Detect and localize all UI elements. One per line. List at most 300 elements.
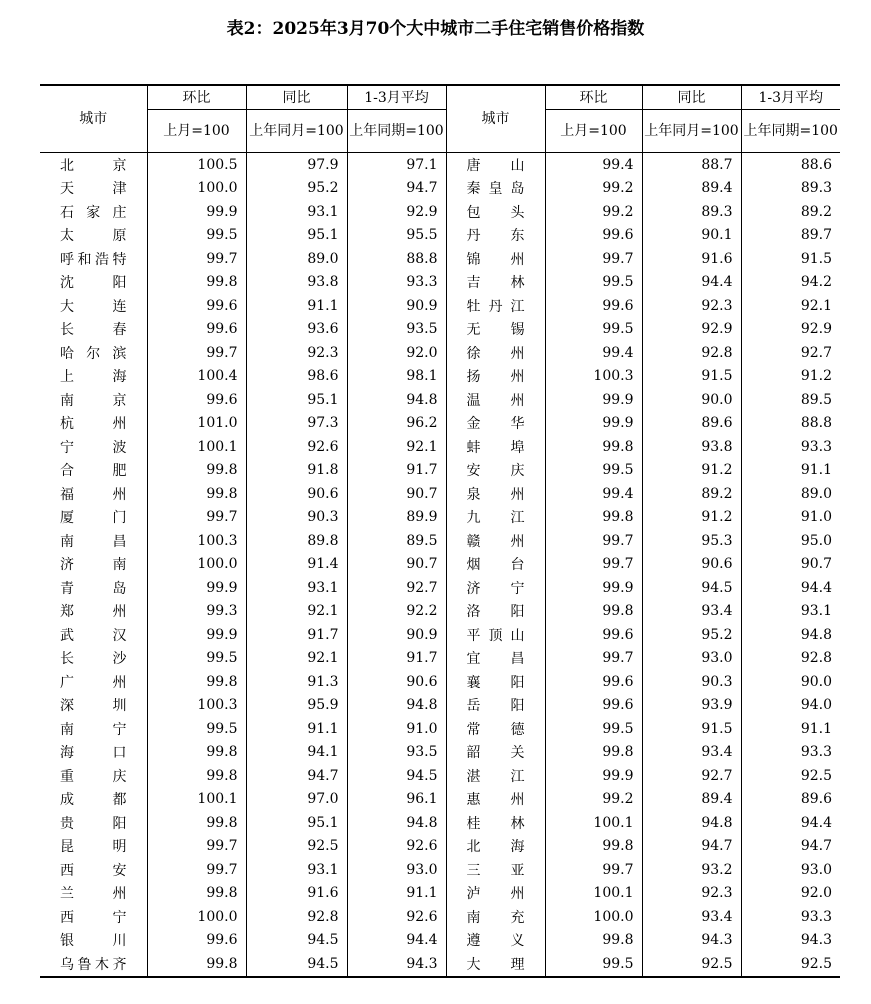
left-yoy-cell: 95.9 bbox=[246, 694, 347, 718]
table-row bbox=[40, 177, 840, 201]
right-yoy-cell: 94.8 bbox=[642, 811, 741, 835]
left-mom-cell: 99.8 bbox=[147, 952, 246, 977]
left-yoy-cell: 97.9 bbox=[246, 153, 347, 177]
right-city-cell: 烟台 bbox=[446, 553, 545, 577]
left-yoy-cell: 91.7 bbox=[246, 623, 347, 647]
header-city-right: 城市 bbox=[446, 85, 545, 153]
right-avg-cell: 94.8 bbox=[741, 623, 840, 647]
left-mom-cell: 100.3 bbox=[147, 529, 246, 553]
right-avg-cell: 92.5 bbox=[741, 952, 840, 977]
right-city-cell: 牡丹江 bbox=[446, 294, 545, 318]
right-mom-cell: 99.5 bbox=[545, 459, 642, 483]
right-yoy-cell: 94.5 bbox=[642, 576, 741, 600]
left-mom-cell: 99.6 bbox=[147, 294, 246, 318]
left-yoy-cell: 95.1 bbox=[246, 224, 347, 248]
right-city-cell: 韶关 bbox=[446, 741, 545, 765]
right-city-cell: 秦皇岛 bbox=[446, 177, 545, 201]
left-yoy-cell: 92.8 bbox=[246, 905, 347, 929]
left-city-cell: 昆明 bbox=[60, 839, 127, 856]
left-city-cell: 武汉 bbox=[60, 627, 127, 644]
left-avg-cell: 97.1 bbox=[347, 153, 446, 177]
table-row bbox=[40, 435, 840, 459]
left-mom-cell: 99.7 bbox=[147, 858, 246, 882]
right-yoy-cell: 92.8 bbox=[642, 341, 741, 365]
right-mom-cell: 99.8 bbox=[545, 741, 642, 765]
left-mom-cell: 99.8 bbox=[147, 811, 246, 835]
left-yoy-cell: 95.1 bbox=[246, 811, 347, 835]
right-yoy-cell: 93.4 bbox=[642, 600, 741, 624]
left-avg-cell: 96.2 bbox=[347, 412, 446, 436]
left-mom-cell: 99.7 bbox=[147, 247, 246, 271]
table-row bbox=[40, 318, 840, 342]
right-mom-cell: 99.9 bbox=[545, 412, 642, 436]
header-avg-base-left: 上年同期=100 bbox=[347, 110, 446, 153]
right-mom-cell: 99.6 bbox=[545, 694, 642, 718]
right-mom-cell: 99.8 bbox=[545, 600, 642, 624]
right-city-cell: 湛江 bbox=[446, 764, 545, 788]
left-yoy-cell: 97.3 bbox=[246, 412, 347, 436]
left-mom-cell: 99.6 bbox=[147, 388, 246, 412]
right-mom-cell: 100.0 bbox=[545, 905, 642, 929]
left-city-cell: 太原 bbox=[60, 228, 127, 245]
left-yoy-cell: 91.4 bbox=[246, 553, 347, 577]
left-yoy-cell: 95.1 bbox=[246, 388, 347, 412]
left-yoy-cell: 94.7 bbox=[246, 764, 347, 788]
left-mom-cell: 99.8 bbox=[147, 882, 246, 906]
left-mom-cell: 99.5 bbox=[147, 224, 246, 248]
left-mom-cell: 100.1 bbox=[147, 788, 246, 812]
right-yoy-cell: 93.2 bbox=[642, 858, 741, 882]
left-yoy-cell: 94.5 bbox=[246, 952, 347, 977]
right-avg-cell: 88.8 bbox=[741, 412, 840, 436]
left-city-cell: 广州 bbox=[60, 674, 127, 691]
right-yoy-cell: 90.1 bbox=[642, 224, 741, 248]
right-mom-cell: 99.8 bbox=[545, 506, 642, 530]
left-city-cell: 哈尔滨 bbox=[60, 345, 127, 362]
right-city-cell: 徐州 bbox=[446, 341, 545, 365]
table-row bbox=[40, 670, 840, 694]
right-city-cell: 九江 bbox=[446, 506, 545, 530]
left-mom-cell: 99.6 bbox=[147, 929, 246, 953]
right-yoy-cell: 89.3 bbox=[642, 200, 741, 224]
right-city-cell: 南充 bbox=[446, 905, 545, 929]
left-city-cell: 西安 bbox=[60, 862, 127, 879]
right-avg-cell: 89.6 bbox=[741, 788, 840, 812]
left-city-cell: 重庆 bbox=[60, 768, 127, 785]
left-city-cell: 福州 bbox=[60, 486, 127, 503]
right-avg-cell: 92.1 bbox=[741, 294, 840, 318]
left-avg-cell: 90.9 bbox=[347, 623, 446, 647]
right-city-cell: 襄阳 bbox=[446, 670, 545, 694]
right-avg-cell: 89.7 bbox=[741, 224, 840, 248]
left-mom-cell: 99.9 bbox=[147, 200, 246, 224]
table-row bbox=[40, 600, 840, 624]
right-avg-cell: 94.4 bbox=[741, 811, 840, 835]
left-city-cell: 南昌 bbox=[60, 533, 127, 550]
header-yoy-left: 同比 bbox=[246, 85, 347, 110]
right-city-cell: 济宁 bbox=[446, 576, 545, 600]
right-city-cell: 泉州 bbox=[446, 482, 545, 506]
right-avg-cell: 89.3 bbox=[741, 177, 840, 201]
right-yoy-cell: 93.4 bbox=[642, 741, 741, 765]
left-mom-cell: 99.8 bbox=[147, 271, 246, 295]
right-avg-cell: 94.7 bbox=[741, 835, 840, 859]
right-city-cell: 宜昌 bbox=[446, 647, 545, 671]
left-yoy-cell: 92.3 bbox=[246, 341, 347, 365]
right-city-cell: 吉林 bbox=[446, 271, 545, 295]
left-mom-cell: 100.0 bbox=[147, 177, 246, 201]
right-avg-cell: 93.1 bbox=[741, 600, 840, 624]
table-row bbox=[40, 952, 840, 977]
right-mom-cell: 99.7 bbox=[545, 529, 642, 553]
header-mom-left: 环比 bbox=[147, 85, 246, 110]
left-city-cell: 西宁 bbox=[60, 909, 127, 926]
left-avg-cell: 94.7 bbox=[347, 177, 446, 201]
left-avg-cell: 90.9 bbox=[347, 294, 446, 318]
right-avg-cell: 95.0 bbox=[741, 529, 840, 553]
right-yoy-cell: 91.2 bbox=[642, 506, 741, 530]
right-yoy-cell: 89.4 bbox=[642, 177, 741, 201]
left-avg-cell: 89.5 bbox=[347, 529, 446, 553]
right-avg-cell: 88.6 bbox=[741, 153, 840, 177]
left-city-cell: 海口 bbox=[60, 745, 127, 762]
left-mom-cell: 99.8 bbox=[147, 670, 246, 694]
left-city-cell: 乌鲁木齐 bbox=[40, 952, 147, 977]
right-mom-cell: 99.4 bbox=[545, 482, 642, 506]
right-mom-cell: 99.6 bbox=[545, 294, 642, 318]
right-mom-cell: 99.4 bbox=[545, 153, 642, 177]
right-avg-cell: 93.3 bbox=[741, 905, 840, 929]
right-yoy-cell: 94.4 bbox=[642, 271, 741, 295]
right-city-cell: 锦州 bbox=[446, 247, 545, 271]
right-city-cell: 洛阳 bbox=[446, 600, 545, 624]
right-mom-cell: 99.2 bbox=[545, 177, 642, 201]
left-avg-cell: 94.5 bbox=[347, 764, 446, 788]
right-yoy-cell: 95.3 bbox=[642, 529, 741, 553]
right-city-cell: 三亚 bbox=[446, 858, 545, 882]
right-yoy-cell: 95.2 bbox=[642, 623, 741, 647]
right-city-cell: 惠州 bbox=[446, 788, 545, 812]
left-mom-cell: 99.8 bbox=[147, 482, 246, 506]
table-row bbox=[40, 882, 840, 906]
right-yoy-cell: 92.3 bbox=[642, 882, 741, 906]
left-avg-cell: 94.8 bbox=[347, 811, 446, 835]
left-yoy-cell: 98.6 bbox=[246, 365, 347, 389]
table-row bbox=[40, 811, 840, 835]
right-city-cell: 北海 bbox=[446, 835, 545, 859]
right-yoy-cell: 89.4 bbox=[642, 788, 741, 812]
left-yoy-cell: 92.1 bbox=[246, 600, 347, 624]
left-yoy-cell: 91.1 bbox=[246, 294, 347, 318]
right-yoy-cell: 94.3 bbox=[642, 929, 741, 953]
left-avg-cell: 92.6 bbox=[347, 835, 446, 859]
table-row bbox=[40, 200, 840, 224]
left-city-cell: 长春 bbox=[60, 322, 127, 339]
left-city-cell: 宁波 bbox=[60, 439, 127, 456]
left-mom-cell: 99.5 bbox=[147, 717, 246, 741]
left-avg-cell: 93.0 bbox=[347, 858, 446, 882]
right-avg-cell: 93.0 bbox=[741, 858, 840, 882]
left-avg-cell: 91.1 bbox=[347, 882, 446, 906]
table-row bbox=[40, 929, 840, 953]
right-yoy-cell: 89.2 bbox=[642, 482, 741, 506]
right-mom-cell: 99.6 bbox=[545, 623, 642, 647]
right-city-cell: 包头 bbox=[446, 200, 545, 224]
right-avg-cell: 90.7 bbox=[741, 553, 840, 577]
left-mom-cell: 99.7 bbox=[147, 341, 246, 365]
right-city-cell: 平顶山 bbox=[446, 623, 545, 647]
right-city-cell: 安庆 bbox=[446, 459, 545, 483]
left-avg-cell: 88.8 bbox=[347, 247, 446, 271]
header-avg-base-right: 上年同期=100 bbox=[741, 110, 840, 153]
left-yoy-cell: 90.6 bbox=[246, 482, 347, 506]
table-row bbox=[40, 623, 840, 647]
right-mom-cell: 99.6 bbox=[545, 224, 642, 248]
left-mom-cell: 99.7 bbox=[147, 506, 246, 530]
right-city-cell: 桂林 bbox=[446, 811, 545, 835]
table-row bbox=[40, 247, 840, 271]
left-yoy-cell: 91.1 bbox=[246, 717, 347, 741]
right-avg-cell: 90.0 bbox=[741, 670, 840, 694]
left-avg-cell: 89.9 bbox=[347, 506, 446, 530]
right-yoy-cell: 93.0 bbox=[642, 647, 741, 671]
left-city-cell: 沈阳 bbox=[60, 275, 127, 292]
right-city-cell: 唐山 bbox=[446, 153, 545, 177]
header-row-top bbox=[40, 85, 840, 110]
left-avg-cell: 93.3 bbox=[347, 271, 446, 295]
table-row bbox=[40, 858, 840, 882]
header-mom-base-left: 上月=100 bbox=[147, 110, 246, 153]
right-yoy-cell: 88.7 bbox=[642, 153, 741, 177]
table-row bbox=[40, 717, 840, 741]
table-row bbox=[40, 905, 840, 929]
left-avg-cell: 92.9 bbox=[347, 200, 446, 224]
right-mom-cell: 99.9 bbox=[545, 764, 642, 788]
table-row bbox=[40, 506, 840, 530]
left-mom-cell: 99.8 bbox=[147, 764, 246, 788]
table-row bbox=[40, 459, 840, 483]
left-avg-cell: 91.7 bbox=[347, 459, 446, 483]
right-avg-cell: 92.7 bbox=[741, 341, 840, 365]
left-yoy-cell: 97.0 bbox=[246, 788, 347, 812]
table-row bbox=[40, 835, 840, 859]
table-row bbox=[40, 271, 840, 295]
right-avg-cell: 89.2 bbox=[741, 200, 840, 224]
right-yoy-cell: 93.9 bbox=[642, 694, 741, 718]
left-avg-cell: 92.2 bbox=[347, 600, 446, 624]
table-body bbox=[40, 153, 840, 977]
header-avg-left: 1-3月平均 bbox=[347, 85, 446, 110]
left-yoy-cell: 93.1 bbox=[246, 200, 347, 224]
left-avg-cell: 92.0 bbox=[347, 341, 446, 365]
left-yoy-cell: 92.6 bbox=[246, 435, 347, 459]
left-city-cell: 贵阳 bbox=[60, 815, 127, 832]
right-mom-cell: 100.1 bbox=[545, 882, 642, 906]
right-city-cell: 丹东 bbox=[446, 224, 545, 248]
right-mom-cell: 99.5 bbox=[545, 271, 642, 295]
right-mom-cell: 99.5 bbox=[545, 318, 642, 342]
table-row bbox=[40, 482, 840, 506]
right-mom-cell: 99.7 bbox=[545, 858, 642, 882]
right-yoy-cell: 91.5 bbox=[642, 365, 741, 389]
right-mom-cell: 99.9 bbox=[545, 388, 642, 412]
right-mom-cell: 99.8 bbox=[545, 929, 642, 953]
left-yoy-cell: 90.3 bbox=[246, 506, 347, 530]
table-row bbox=[40, 694, 840, 718]
right-city-cell: 扬州 bbox=[446, 365, 545, 389]
left-yoy-cell: 94.1 bbox=[246, 741, 347, 765]
right-yoy-cell: 90.3 bbox=[642, 670, 741, 694]
left-yoy-cell: 89.8 bbox=[246, 529, 347, 553]
right-city-cell: 岳阳 bbox=[446, 694, 545, 718]
right-mom-cell: 99.8 bbox=[545, 435, 642, 459]
table-row bbox=[40, 529, 840, 553]
header-mom-base-right: 上月=100 bbox=[545, 110, 642, 153]
right-yoy-cell: 91.6 bbox=[642, 247, 741, 271]
left-mom-cell: 100.4 bbox=[147, 365, 246, 389]
left-city-cell: 兰州 bbox=[60, 886, 127, 903]
table-row bbox=[40, 576, 840, 600]
left-yoy-cell: 89.0 bbox=[246, 247, 347, 271]
right-avg-cell: 94.4 bbox=[741, 576, 840, 600]
right-avg-cell: 91.5 bbox=[741, 247, 840, 271]
left-yoy-cell: 93.6 bbox=[246, 318, 347, 342]
left-mom-cell: 100.5 bbox=[147, 153, 246, 177]
right-avg-cell: 93.3 bbox=[741, 741, 840, 765]
left-city-cell: 成都 bbox=[60, 792, 127, 809]
right-city-cell: 大理 bbox=[446, 952, 545, 977]
left-mom-cell: 99.8 bbox=[147, 741, 246, 765]
right-avg-cell: 92.5 bbox=[741, 764, 840, 788]
left-avg-cell: 90.7 bbox=[347, 482, 446, 506]
page-title: 表2：2025年3月70个大中城市二手住宅销售价格指数 bbox=[226, 19, 645, 39]
left-yoy-cell: 91.3 bbox=[246, 670, 347, 694]
right-mom-cell: 99.2 bbox=[545, 200, 642, 224]
right-yoy-cell: 92.5 bbox=[642, 952, 741, 977]
left-mom-cell: 100.3 bbox=[147, 694, 246, 718]
right-avg-cell: 91.1 bbox=[741, 459, 840, 483]
left-yoy-cell: 94.5 bbox=[246, 929, 347, 953]
right-mom-cell: 99.5 bbox=[545, 952, 642, 977]
right-avg-cell: 89.0 bbox=[741, 482, 840, 506]
left-city-cell: 厦门 bbox=[60, 510, 127, 527]
left-mom-cell: 99.3 bbox=[147, 600, 246, 624]
left-avg-cell: 96.1 bbox=[347, 788, 446, 812]
table-row bbox=[40, 764, 840, 788]
right-avg-cell: 91.2 bbox=[741, 365, 840, 389]
right-avg-cell: 89.5 bbox=[741, 388, 840, 412]
right-mom-cell: 100.1 bbox=[545, 811, 642, 835]
table-row bbox=[40, 412, 840, 436]
left-avg-cell: 93.5 bbox=[347, 741, 446, 765]
right-avg-cell: 94.2 bbox=[741, 271, 840, 295]
right-avg-cell: 92.0 bbox=[741, 882, 840, 906]
right-city-cell: 温州 bbox=[446, 388, 545, 412]
header-yoy-base-left: 上年同月=100 bbox=[246, 110, 347, 153]
left-mom-cell: 99.9 bbox=[147, 623, 246, 647]
header-yoy-right: 同比 bbox=[642, 85, 741, 110]
left-city-cell: 杭州 bbox=[60, 416, 127, 433]
left-avg-cell: 92.7 bbox=[347, 576, 446, 600]
right-mom-cell: 99.9 bbox=[545, 576, 642, 600]
right-yoy-cell: 92.7 bbox=[642, 764, 741, 788]
left-city-cell: 大连 bbox=[60, 298, 127, 315]
left-yoy-cell: 93.8 bbox=[246, 271, 347, 295]
left-yoy-cell: 93.1 bbox=[246, 576, 347, 600]
right-mom-cell: 99.8 bbox=[545, 835, 642, 859]
right-mom-cell: 100.3 bbox=[545, 365, 642, 389]
left-yoy-cell: 91.6 bbox=[246, 882, 347, 906]
table-row bbox=[40, 341, 840, 365]
left-avg-cell: 94.8 bbox=[347, 388, 446, 412]
right-mom-cell: 99.7 bbox=[545, 553, 642, 577]
table-row bbox=[40, 647, 840, 671]
left-avg-cell: 94.3 bbox=[347, 952, 446, 977]
table-row bbox=[40, 388, 840, 412]
left-avg-cell: 90.6 bbox=[347, 670, 446, 694]
left-city-cell: 郑州 bbox=[60, 604, 127, 621]
left-avg-cell: 92.6 bbox=[347, 905, 446, 929]
right-avg-cell: 91.0 bbox=[741, 506, 840, 530]
right-yoy-cell: 94.7 bbox=[642, 835, 741, 859]
left-avg-cell: 94.8 bbox=[347, 694, 446, 718]
left-city-cell: 南宁 bbox=[60, 721, 127, 738]
right-yoy-cell: 92.9 bbox=[642, 318, 741, 342]
left-avg-cell: 91.0 bbox=[347, 717, 446, 741]
table-row bbox=[40, 365, 840, 389]
left-mom-cell: 100.0 bbox=[147, 553, 246, 577]
right-yoy-cell: 90.0 bbox=[642, 388, 741, 412]
left-yoy-cell: 92.1 bbox=[246, 647, 347, 671]
price-index-table bbox=[40, 84, 840, 978]
right-yoy-cell: 89.6 bbox=[642, 412, 741, 436]
table-row bbox=[40, 788, 840, 812]
left-avg-cell: 95.5 bbox=[347, 224, 446, 248]
left-city-cell: 上海 bbox=[60, 369, 127, 386]
right-yoy-cell: 93.8 bbox=[642, 435, 741, 459]
left-avg-cell: 90.7 bbox=[347, 553, 446, 577]
right-mom-cell: 99.5 bbox=[545, 717, 642, 741]
left-city-cell: 石家庄 bbox=[60, 204, 127, 221]
left-avg-cell: 91.7 bbox=[347, 647, 446, 671]
right-mom-cell: 99.4 bbox=[545, 341, 642, 365]
left-mom-cell: 99.9 bbox=[147, 576, 246, 600]
left-city-cell: 济南 bbox=[60, 557, 127, 574]
right-mom-cell: 99.6 bbox=[545, 670, 642, 694]
left-mom-cell: 99.8 bbox=[147, 459, 246, 483]
right-avg-cell: 94.3 bbox=[741, 929, 840, 953]
left-city-cell: 长沙 bbox=[60, 651, 127, 668]
left-city-cell: 北京 bbox=[60, 157, 127, 174]
left-city-cell: 银川 bbox=[60, 933, 127, 950]
right-city-cell: 金华 bbox=[446, 412, 545, 436]
right-city-cell: 赣州 bbox=[446, 529, 545, 553]
table-row bbox=[40, 224, 840, 248]
header-city-left: 城市 bbox=[40, 85, 147, 153]
right-avg-cell: 92.9 bbox=[741, 318, 840, 342]
left-city-cell: 呼和浩特 bbox=[60, 251, 127, 268]
header-mom-right: 环比 bbox=[545, 85, 642, 110]
table-row bbox=[40, 153, 840, 177]
left-avg-cell: 92.1 bbox=[347, 435, 446, 459]
left-avg-cell: 98.1 bbox=[347, 365, 446, 389]
header-avg-right: 1-3月平均 bbox=[741, 85, 840, 110]
right-mom-cell: 99.7 bbox=[545, 647, 642, 671]
right-avg-cell: 91.1 bbox=[741, 717, 840, 741]
right-yoy-cell: 92.3 bbox=[642, 294, 741, 318]
left-yoy-cell: 92.5 bbox=[246, 835, 347, 859]
left-yoy-cell: 93.1 bbox=[246, 858, 347, 882]
